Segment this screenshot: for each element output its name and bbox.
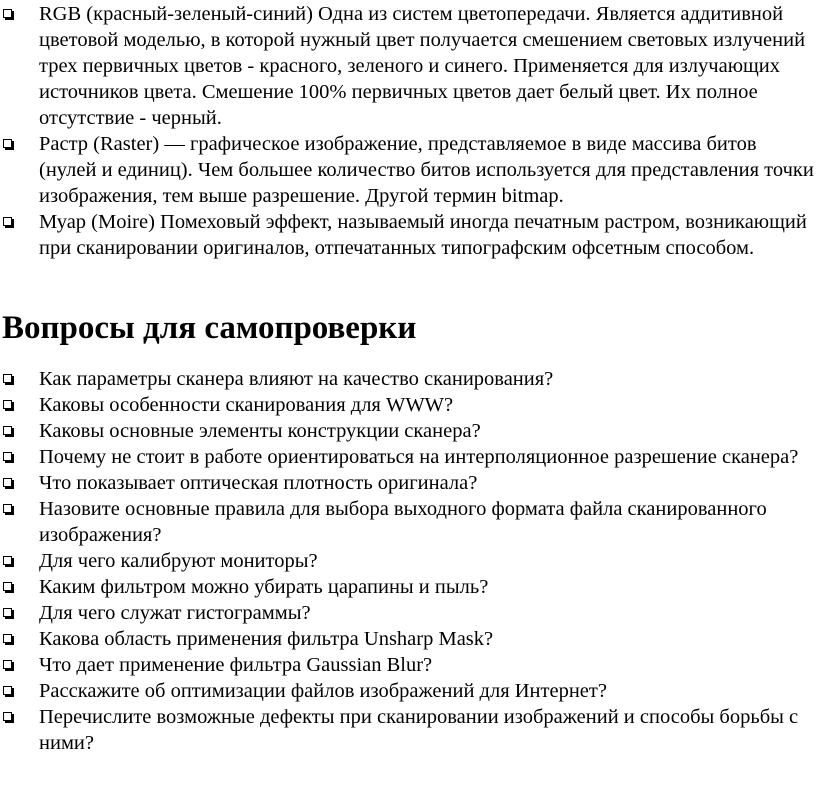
checkbox-bullet-icon (3, 478, 12, 487)
definitions-list (0, 1, 816, 261)
question-text: Перечислите возможные дефекты при сканировании изображений и способы борьбы с ними? (39, 706, 799, 754)
list-item (0, 366, 816, 392)
list-item (0, 626, 816, 652)
list-item (0, 704, 816, 756)
question-text: Как параметры сканера влияют на качество сканирования? (39, 368, 554, 390)
checkbox-bullet-icon (3, 660, 12, 669)
question-text: Для чего служат гистограммы? (39, 602, 311, 624)
list-item (0, 1, 816, 131)
section-heading: Вопросы для самопроверки (2, 310, 417, 346)
question-text: Каким фильтром можно убирать царапины и пыль? (39, 576, 489, 598)
question-text: Какова область применения фильтра Unsharp Mask? (39, 628, 494, 650)
definition-text: RGB (красный-зеленый-синий) Одна из систем цветопередачи. Является аддитивной цветовой моделью, в которой нужный цвет получается смешением световых излучений трех первичных цветов - красного, зеленого и синего. Применяется для излучающих источников цвета. Смешение 100% первичных цветов дает белый цвет. Их полное отсутствие - черный. (39, 3, 806, 129)
list-item (0, 678, 816, 704)
checkbox-bullet-icon (3, 504, 12, 513)
checkbox-bullet-icon (3, 712, 12, 721)
list-item (0, 652, 816, 678)
question-text: Расскажите об оптимизации файлов изображений для Интернет? (39, 680, 607, 702)
checkbox-bullet-icon (3, 217, 12, 226)
list-item (0, 470, 816, 496)
checkbox-bullet-icon (3, 9, 12, 18)
checkbox-bullet-icon (3, 374, 12, 383)
question-text: Назовите основные правила для выбора выходного формата файла сканированного изображения? (39, 498, 767, 546)
checkbox-bullet-icon (3, 686, 12, 695)
list-item (0, 548, 816, 574)
list-item (0, 574, 816, 600)
question-text: Для чего калибруют мониторы? (39, 550, 318, 572)
list-item (0, 392, 816, 418)
checkbox-bullet-icon (3, 582, 12, 591)
list-item (0, 209, 816, 261)
checkbox-bullet-icon (3, 634, 12, 643)
checkbox-bullet-icon (3, 426, 12, 435)
questions-list (0, 366, 816, 756)
question-text: Что показывает оптическая плотность оригинала? (39, 472, 478, 494)
question-text: Что дает применение фильтра Gaussian Blur? (39, 654, 433, 676)
definition-text: Растр (Raster) — графическое изображение, представляемое в виде массива битов (нулей и единиц). Чем большее количество битов используется для представления точки изображения, тем выше разрешение. Другой термин bitmap. (39, 133, 814, 207)
list-item (0, 418, 816, 444)
checkbox-bullet-icon (3, 400, 12, 409)
list-item (0, 600, 816, 626)
list-item (0, 444, 816, 470)
checkbox-bullet-icon (3, 452, 12, 461)
checkbox-bullet-icon (3, 556, 12, 565)
checkbox-bullet-icon (3, 139, 12, 148)
list-item (0, 496, 816, 548)
list-item (0, 131, 816, 209)
question-text: Почему не стоит в работе ориентироваться на интерполяционное разрешение сканера? (39, 446, 799, 468)
definition-text: Муар (Moire) Помеховый эффект, называемый иногда печатным растром, возникающий при сканировании оригиналов, отпечатанных типографским офсетным способом. (39, 211, 807, 259)
question-text: Каковы особенности сканирования для WWW? (39, 394, 454, 416)
question-text: Каковы основные элементы конструкции сканера? (39, 420, 481, 442)
checkbox-bullet-icon (3, 608, 12, 617)
